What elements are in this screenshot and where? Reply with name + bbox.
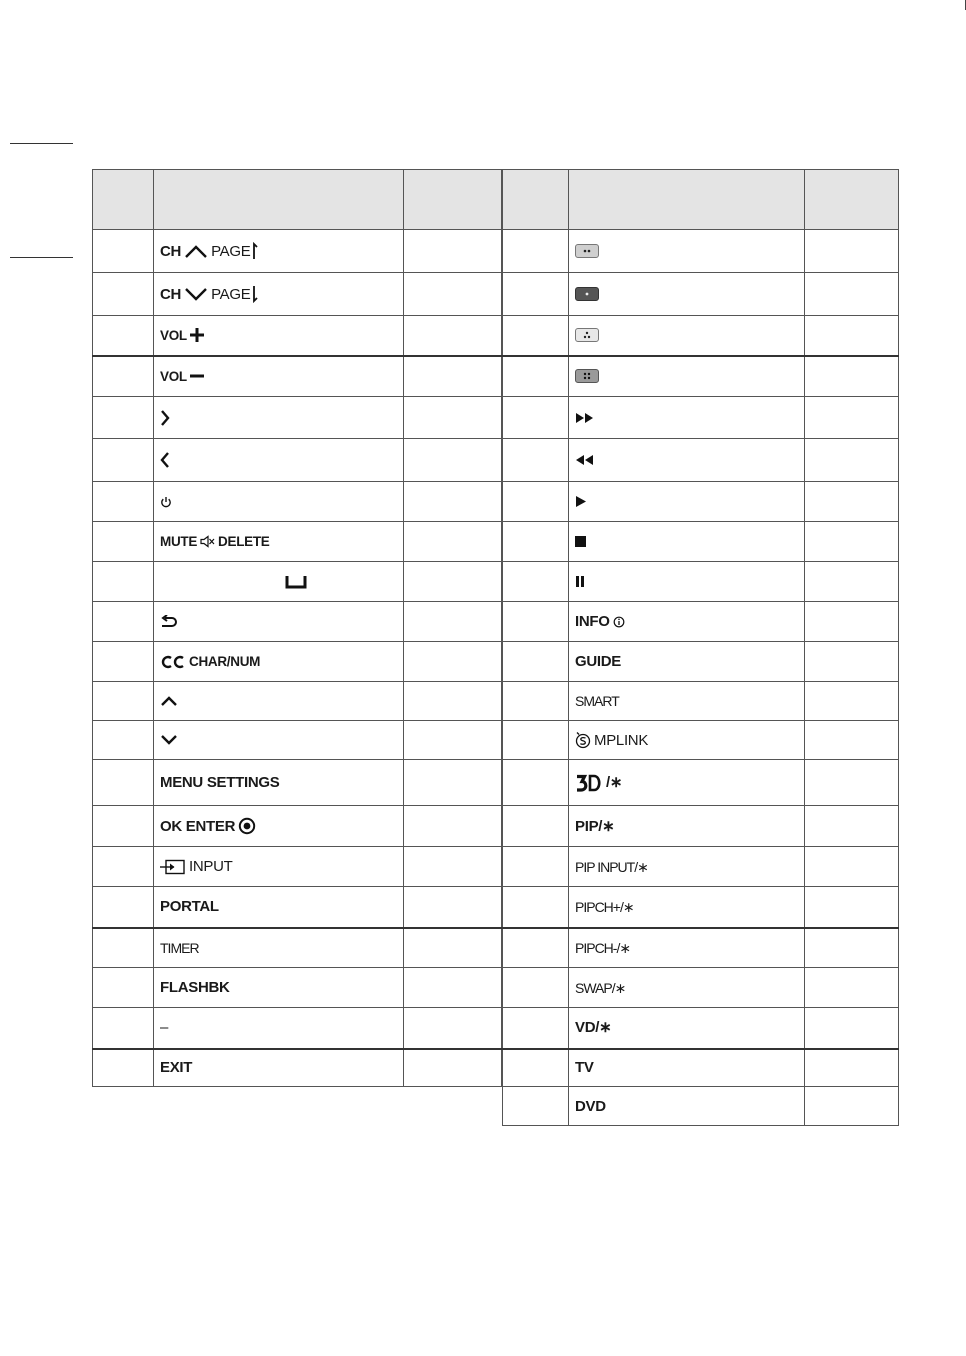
key-label bbox=[160, 496, 403, 508]
code-cell bbox=[805, 806, 899, 847]
key-cell bbox=[569, 682, 805, 721]
key-label-text: PIPCH+/∗ bbox=[575, 898, 634, 915]
key-label bbox=[160, 775, 403, 790]
row-number-cell bbox=[93, 806, 154, 847]
key-cell bbox=[154, 273, 404, 316]
row-number-cell bbox=[93, 439, 154, 482]
key-label bbox=[160, 410, 403, 426]
header-cell bbox=[569, 170, 805, 230]
row-number-cell bbox=[93, 522, 154, 562]
key-label-text: INFO bbox=[575, 613, 610, 630]
code-cell bbox=[404, 928, 502, 968]
header-cell bbox=[503, 170, 569, 230]
table-row bbox=[503, 230, 899, 273]
row-number-cell bbox=[503, 316, 569, 356]
key-label-text: INPUT bbox=[189, 858, 233, 875]
row-number-cell bbox=[503, 760, 569, 806]
key-cell bbox=[569, 928, 805, 968]
code-cell bbox=[805, 642, 899, 682]
row-number-cell bbox=[93, 356, 154, 397]
cc-icon bbox=[160, 655, 186, 669]
key-label-text: CH bbox=[160, 285, 182, 303]
table-row bbox=[503, 1008, 899, 1049]
key-cell bbox=[154, 721, 404, 760]
code-cell bbox=[805, 1008, 899, 1049]
key-cell bbox=[154, 642, 404, 682]
code-cell bbox=[805, 482, 899, 522]
table-row bbox=[503, 316, 899, 356]
power-icon bbox=[160, 496, 172, 508]
table-row bbox=[503, 397, 899, 439]
row-number-cell bbox=[503, 562, 569, 602]
code-cell bbox=[805, 1049, 899, 1087]
key-label bbox=[575, 369, 804, 383]
key-cell bbox=[154, 482, 404, 522]
key-label bbox=[160, 817, 403, 835]
table-row bbox=[503, 273, 899, 316]
table-row bbox=[93, 682, 502, 721]
table-row bbox=[93, 847, 502, 887]
code-cell bbox=[805, 760, 899, 806]
table-row bbox=[503, 1049, 899, 1087]
key-label bbox=[575, 774, 804, 792]
table-row bbox=[503, 847, 899, 887]
code-cell bbox=[404, 230, 502, 273]
speaker-mute-icon bbox=[200, 535, 215, 548]
key-cell bbox=[569, 562, 805, 602]
key-cell bbox=[569, 968, 805, 1008]
code-cell bbox=[404, 642, 502, 682]
row-number-cell bbox=[503, 482, 569, 522]
key-label-text: PAGE bbox=[211, 285, 251, 303]
table-row bbox=[503, 806, 899, 847]
key-label bbox=[575, 576, 804, 587]
key-label-text: /∗ bbox=[606, 774, 623, 791]
key-cell bbox=[154, 760, 404, 806]
code-cell bbox=[404, 806, 502, 847]
table-row bbox=[503, 760, 899, 806]
pause-icon bbox=[575, 576, 585, 587]
right-table-header bbox=[503, 170, 899, 230]
row-number-cell bbox=[503, 968, 569, 1008]
key-label bbox=[575, 819, 804, 834]
row-number-cell bbox=[93, 397, 154, 439]
key-code-table-right bbox=[502, 169, 899, 1126]
code-cell bbox=[805, 562, 899, 602]
row-number-cell bbox=[503, 1049, 569, 1087]
key-cell bbox=[154, 1008, 404, 1049]
key-label bbox=[160, 899, 403, 914]
code-cell bbox=[404, 397, 502, 439]
key-cell bbox=[569, 887, 805, 928]
code-cell bbox=[404, 273, 502, 316]
right-table-body bbox=[503, 170, 899, 1126]
header-cell bbox=[154, 170, 404, 230]
table-row bbox=[503, 562, 899, 602]
code-cell bbox=[805, 522, 899, 562]
key-cell bbox=[154, 806, 404, 847]
key-cell bbox=[154, 1049, 404, 1087]
row-number-cell bbox=[503, 356, 569, 397]
key-label bbox=[160, 980, 403, 995]
key-label-text: SWAP/∗ bbox=[575, 979, 626, 996]
row-number-cell bbox=[93, 482, 154, 522]
key-cell bbox=[569, 230, 805, 273]
table-row bbox=[503, 968, 899, 1008]
table-row bbox=[503, 1087, 899, 1126]
code-cell bbox=[805, 887, 899, 928]
key-label-text: MPLINK bbox=[594, 731, 649, 749]
table-row bbox=[503, 439, 899, 482]
key-cell bbox=[569, 1049, 805, 1087]
key-cell bbox=[154, 682, 404, 721]
key-cell bbox=[154, 356, 404, 397]
table-row bbox=[93, 928, 502, 968]
code-cell bbox=[805, 682, 899, 721]
key-label-text: – bbox=[160, 1019, 169, 1037]
chevron-up-icon bbox=[184, 244, 208, 258]
row-number-cell bbox=[503, 1008, 569, 1049]
table-row bbox=[93, 642, 502, 682]
table-row bbox=[93, 806, 502, 847]
key-label bbox=[160, 328, 403, 342]
table-row bbox=[93, 273, 502, 316]
code-cell bbox=[404, 1008, 502, 1049]
key-label bbox=[575, 1020, 804, 1035]
table-row bbox=[93, 439, 502, 482]
key-cell bbox=[569, 482, 805, 522]
row-number-cell bbox=[93, 682, 154, 721]
key-label-text: CHAR/NUM bbox=[189, 653, 261, 669]
fast-forward-icon bbox=[575, 412, 595, 424]
simplink-s-icon bbox=[575, 731, 591, 749]
table-row bbox=[503, 642, 899, 682]
table-row bbox=[503, 602, 899, 642]
row-number-cell bbox=[503, 721, 569, 760]
key-label bbox=[160, 242, 403, 260]
key-label-text: VOL bbox=[160, 368, 187, 384]
key-cell bbox=[154, 928, 404, 968]
row-number-cell bbox=[503, 230, 569, 273]
row-number-cell bbox=[93, 721, 154, 760]
side-tab-bottom-line bbox=[10, 257, 73, 258]
code-cell bbox=[404, 356, 502, 397]
row-number-cell bbox=[93, 1049, 154, 1087]
key-label bbox=[160, 1060, 403, 1075]
table-row bbox=[93, 760, 502, 806]
code-cell bbox=[404, 721, 502, 760]
key-label bbox=[575, 941, 804, 955]
code-cell bbox=[404, 682, 502, 721]
row-number-cell bbox=[503, 806, 569, 847]
key-label-text: VD/∗ bbox=[575, 1019, 612, 1037]
row-number-cell bbox=[503, 847, 569, 887]
key-cell bbox=[154, 968, 404, 1008]
code-cell bbox=[805, 316, 899, 356]
key-label bbox=[160, 535, 403, 549]
key-cell bbox=[569, 397, 805, 439]
enter-circle-icon bbox=[238, 817, 256, 835]
key-label bbox=[160, 575, 403, 589]
code-cell bbox=[805, 230, 899, 273]
table-row bbox=[503, 356, 899, 397]
3d-icon bbox=[575, 774, 603, 792]
minus-icon bbox=[190, 369, 204, 383]
table-row bbox=[93, 1008, 502, 1049]
key-cell bbox=[154, 230, 404, 273]
table-row bbox=[503, 721, 899, 760]
key-label bbox=[575, 328, 804, 342]
key-cell bbox=[569, 847, 805, 887]
code-cell bbox=[404, 482, 502, 522]
key-label bbox=[575, 900, 804, 914]
key-label bbox=[160, 655, 403, 669]
code-cell bbox=[805, 602, 899, 642]
info-icon bbox=[613, 616, 625, 628]
rewind-icon bbox=[575, 454, 595, 466]
row-number-cell bbox=[93, 602, 154, 642]
key-cell bbox=[154, 439, 404, 482]
code-cell bbox=[805, 847, 899, 887]
page-down-icon bbox=[253, 285, 258, 303]
row-number-cell bbox=[93, 642, 154, 682]
code-cell bbox=[805, 397, 899, 439]
key-label bbox=[160, 734, 403, 746]
table-row bbox=[503, 522, 899, 562]
key-label bbox=[575, 654, 804, 669]
key-label-text: GUIDE bbox=[575, 653, 622, 670]
key-cell bbox=[154, 562, 404, 602]
key-cell bbox=[154, 397, 404, 439]
code-cell bbox=[805, 356, 899, 397]
table-row bbox=[93, 887, 502, 928]
key-label-text: TIMER bbox=[160, 939, 199, 956]
row-number-cell bbox=[503, 602, 569, 642]
key-cell bbox=[569, 602, 805, 642]
row-number-cell bbox=[93, 887, 154, 928]
code-cell bbox=[805, 928, 899, 968]
key-cell bbox=[569, 721, 805, 760]
key-cell bbox=[569, 439, 805, 482]
key-cell bbox=[569, 760, 805, 806]
chevron-left-icon bbox=[160, 452, 170, 468]
key-cell bbox=[569, 642, 805, 682]
key-cell bbox=[154, 602, 404, 642]
table-row bbox=[503, 928, 899, 968]
key-label bbox=[160, 1020, 403, 1035]
key-label-text: MUTE bbox=[160, 533, 198, 549]
table-row bbox=[93, 316, 502, 356]
key-label bbox=[160, 695, 403, 707]
key-label-text: PIP INPUT/∗ bbox=[575, 858, 648, 875]
table-row bbox=[93, 602, 502, 642]
row-number-cell bbox=[93, 928, 154, 968]
input-icon bbox=[160, 859, 186, 875]
header-cell bbox=[404, 170, 502, 230]
key-label-text: DVD bbox=[575, 1097, 606, 1115]
code-cell bbox=[404, 602, 502, 642]
table-row bbox=[93, 562, 502, 602]
code-cell bbox=[404, 562, 502, 602]
key-label bbox=[575, 244, 804, 258]
row-number-cell bbox=[503, 273, 569, 316]
side-tab-top-line bbox=[10, 143, 73, 144]
key-label bbox=[575, 614, 804, 629]
chevron-right-icon bbox=[160, 410, 170, 426]
btn-dark-dot-icon bbox=[575, 287, 599, 301]
key-label bbox=[575, 536, 804, 547]
table-row bbox=[93, 522, 502, 562]
row-number-cell bbox=[93, 273, 154, 316]
table-row bbox=[93, 397, 502, 439]
key-label bbox=[575, 731, 804, 749]
key-label-text: SMART bbox=[575, 693, 619, 709]
key-cell bbox=[569, 522, 805, 562]
row-number-cell bbox=[503, 928, 569, 968]
left-table-header bbox=[93, 170, 502, 230]
back-icon bbox=[160, 615, 178, 629]
code-cell bbox=[404, 887, 502, 928]
chevron-up-small-icon bbox=[160, 695, 178, 707]
btn-4dots-icon bbox=[575, 369, 599, 383]
key-label bbox=[160, 285, 403, 303]
key-label-text: PIP/∗ bbox=[575, 817, 615, 835]
code-cell bbox=[805, 439, 899, 482]
key-label bbox=[575, 1099, 804, 1114]
code-cell bbox=[805, 273, 899, 316]
plus-icon bbox=[190, 328, 204, 342]
chevron-down-icon bbox=[184, 287, 208, 301]
row-number-cell bbox=[503, 439, 569, 482]
row-number-cell bbox=[93, 316, 154, 356]
key-label-text: DELETE bbox=[218, 533, 270, 549]
row-number-cell bbox=[503, 642, 569, 682]
key-label bbox=[575, 495, 804, 508]
key-label-text: TV bbox=[575, 1059, 594, 1077]
left-table-body bbox=[93, 170, 502, 1087]
key-label-text: VOL bbox=[160, 327, 187, 343]
row-number-cell bbox=[503, 522, 569, 562]
code-cell bbox=[404, 1049, 502, 1087]
key-label bbox=[160, 369, 403, 383]
key-label bbox=[160, 615, 403, 629]
key-cell bbox=[569, 1008, 805, 1049]
code-cell bbox=[404, 968, 502, 1008]
key-label bbox=[575, 694, 804, 708]
table-row bbox=[503, 482, 899, 522]
row-number-cell bbox=[93, 230, 154, 273]
code-cell bbox=[805, 721, 899, 760]
row-number-cell bbox=[93, 847, 154, 887]
key-label-text: CH bbox=[160, 242, 182, 260]
key-label bbox=[575, 287, 804, 301]
key-cell bbox=[569, 316, 805, 356]
key-label bbox=[575, 860, 804, 874]
play-icon bbox=[575, 495, 587, 508]
key-label-text: EXIT bbox=[160, 1059, 193, 1077]
key-label-text: PAGE bbox=[211, 242, 251, 260]
key-label bbox=[575, 412, 804, 424]
row-number-cell bbox=[93, 562, 154, 602]
key-label bbox=[160, 941, 403, 955]
key-cell bbox=[569, 273, 805, 316]
key-label-text: OK ENTER bbox=[160, 817, 236, 835]
key-label bbox=[160, 859, 403, 875]
row-number-cell bbox=[93, 968, 154, 1008]
page-up-icon bbox=[253, 242, 258, 260]
code-cell bbox=[805, 968, 899, 1008]
key-label-text: FLASHBK bbox=[160, 979, 230, 996]
key-cell bbox=[569, 356, 805, 397]
stop-icon bbox=[575, 536, 586, 547]
btn-2dots-icon bbox=[575, 244, 599, 258]
code-cell bbox=[805, 1087, 899, 1126]
code-cell bbox=[404, 439, 502, 482]
key-cell bbox=[154, 847, 404, 887]
key-cell bbox=[154, 522, 404, 562]
row-number-cell bbox=[503, 682, 569, 721]
table-row bbox=[93, 968, 502, 1008]
chevron-down-small-icon bbox=[160, 734, 178, 746]
code-cell bbox=[404, 760, 502, 806]
table-row bbox=[93, 1049, 502, 1087]
key-label bbox=[575, 981, 804, 995]
table-row bbox=[503, 682, 899, 721]
key-label bbox=[575, 1060, 804, 1075]
key-label bbox=[575, 454, 804, 466]
row-number-cell bbox=[503, 887, 569, 928]
key-cell bbox=[154, 316, 404, 356]
key-cell bbox=[569, 806, 805, 847]
key-label-text: PORTAL bbox=[160, 898, 219, 916]
table-row bbox=[503, 887, 899, 928]
key-code-table-left bbox=[92, 169, 502, 1087]
row-number-cell bbox=[503, 397, 569, 439]
header-cell bbox=[805, 170, 899, 230]
row-number-cell bbox=[93, 760, 154, 806]
btn-3dots-icon bbox=[575, 328, 599, 342]
table-row bbox=[93, 721, 502, 760]
key-label-text: MENU SETTINGS bbox=[160, 774, 280, 791]
key-cell bbox=[569, 1087, 805, 1126]
table-row bbox=[93, 230, 502, 273]
key-cell bbox=[154, 887, 404, 928]
key-label-text: PIPCH-/∗ bbox=[575, 939, 631, 956]
space-icon bbox=[285, 575, 307, 589]
table-row bbox=[93, 482, 502, 522]
header-cell bbox=[93, 170, 154, 230]
code-cell bbox=[404, 316, 502, 356]
row-number-cell bbox=[93, 1008, 154, 1049]
table-row bbox=[93, 356, 502, 397]
code-cell bbox=[404, 522, 502, 562]
row-number-cell bbox=[503, 1087, 569, 1126]
code-cell bbox=[404, 847, 502, 887]
key-label bbox=[160, 452, 403, 468]
